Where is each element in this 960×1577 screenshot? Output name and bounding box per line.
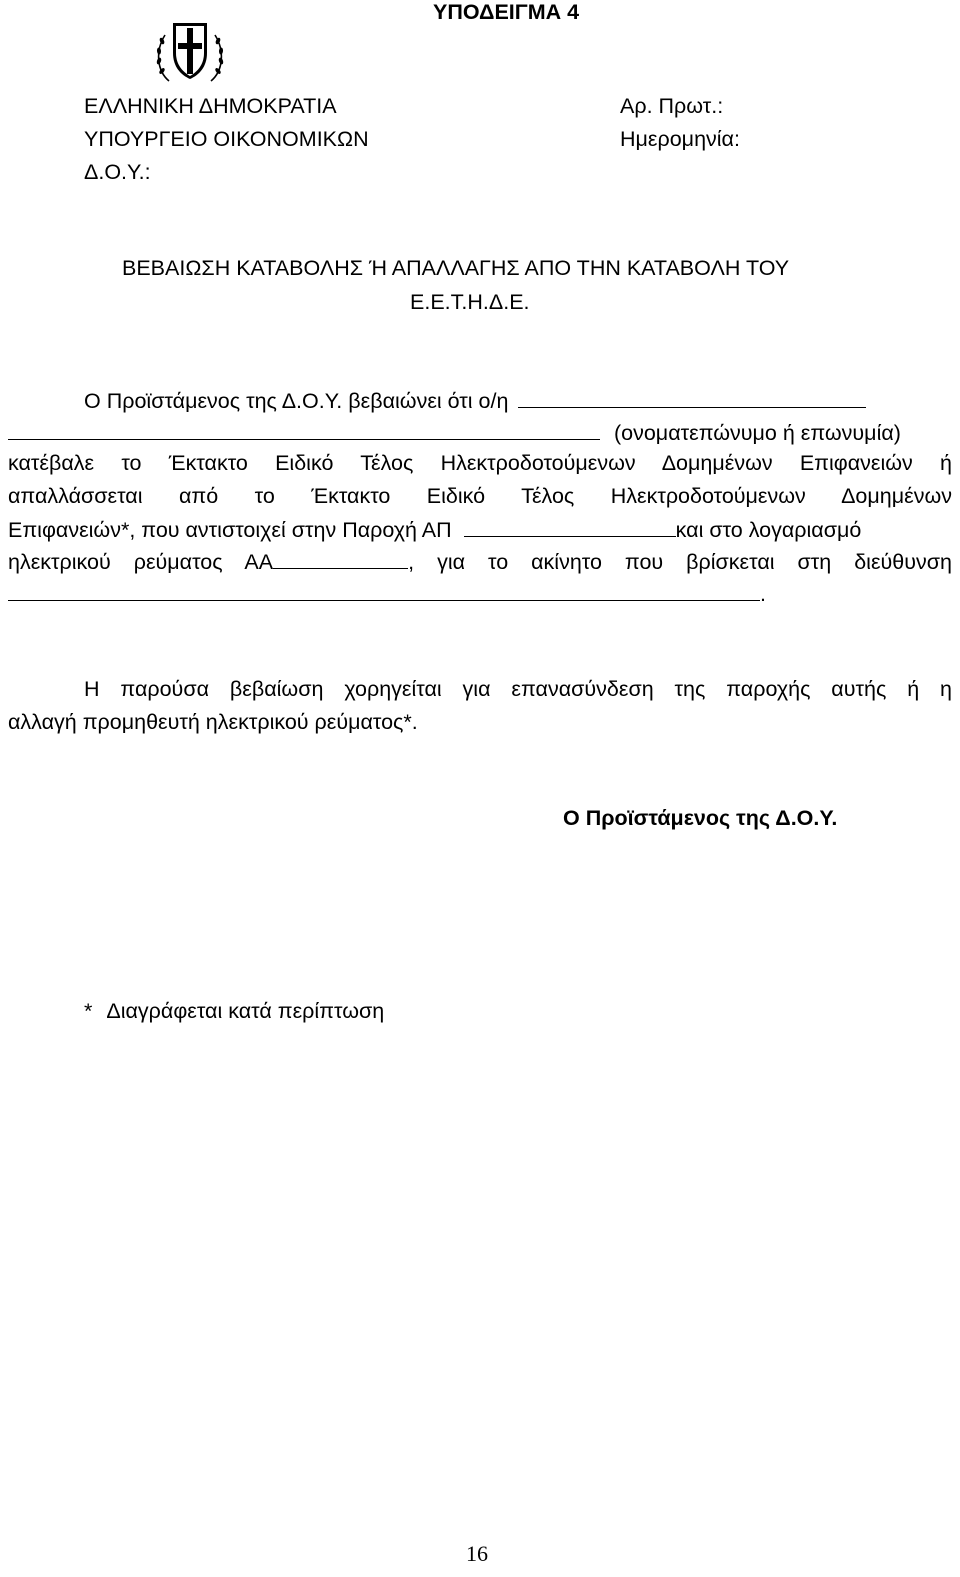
document-title-acronym: Ε.Ε.Τ.Η.Δ.Ε. [410, 290, 530, 314]
property-text: , για το ακίνητο που βρίσκεται στη διεύθυνση [408, 550, 952, 574]
certifies-text: Ο Προϊστάμενος της Δ.Ο.Υ. βεβαιώνει ότι ο/η [84, 389, 509, 413]
address-blank[interactable] [8, 580, 760, 601]
supply-number-blank[interactable] [464, 516, 676, 537]
protocol-number-label: Αρ. Πρωτ.: [620, 94, 724, 118]
account-text: και στο λογαριασμό [675, 518, 862, 542]
footnote-text: Διαγράφεται κατά περίπτωση [106, 999, 385, 1023]
body-line-1 [84, 387, 866, 414]
name-hint: (ονοματεπώνυμο ή επωνυμία) [613, 421, 901, 445]
name-blank[interactable] [518, 387, 866, 408]
name-blank-continued[interactable] [8, 419, 600, 440]
para2-line-1: Η παρούσα βεβαίωση χορηγείται για επανασύνδεση της παροχής αυτής ή η [84, 677, 952, 701]
body-line-6 [8, 548, 952, 575]
body-line-7 [8, 580, 766, 607]
body-line-3: κατέβαλε το Έκτακτο Ειδικό Τέλος Ηλεκτροδοτούμενων Δομημένων Επιφανειών ή [8, 451, 952, 475]
page-number: 16 [466, 1541, 488, 1566]
account-number-blank[interactable] [273, 548, 408, 569]
signatory: Ο Προϊστάμενος της Δ.Ο.Υ. [563, 806, 838, 830]
electricity-text: ηλεκτρικού ρεύματος ΑΑ [8, 550, 274, 574]
ministry-name: ΥΠΟΥΡΓΕΙΟ ΟΙΚΟΝΟΜΙΚΩΝ [84, 127, 369, 151]
body-line-5 [8, 516, 861, 543]
tax-office-label: Δ.Ο.Υ.: [84, 160, 151, 184]
sample-title: ΥΠΟΔΕΙΓΜΑ 4 [433, 0, 580, 24]
republic-name: ΕΛΛΗΝΙΚΗ ΔΗΜΟΚΡΑΤΙΑ [84, 94, 337, 118]
footnote [84, 999, 384, 1024]
sentence-end: . [760, 582, 766, 606]
document-title: ΒΕΒΑΙΩΣΗ ΚΑΤΑΒΟΛΗΣ Ή ΑΠΑΛΛΑΓΗΣ ΑΠΟ ΤΗΝ ΚΑΤΑΒΟΛΗ ΤΟΥ [122, 256, 790, 280]
footnote-marker: * [84, 999, 93, 1023]
supply-text: Επιφανειών*, που αντιστοιχεί στην Παροχή ΑΠ [8, 518, 452, 542]
body-line-4: απαλλάσσεται από το Έκτακτο Ειδικό Τέλος Ηλεκτροδοτούμενων Δομημένων [8, 484, 952, 508]
para2-line-2: αλλαγή προμηθευτή ηλεκτρικού ρεύματος*. [8, 710, 418, 734]
coat-of-arms-emblem [153, 15, 227, 89]
date-label: Ημερομηνία: [620, 127, 740, 151]
body-line-2 [8, 419, 901, 446]
